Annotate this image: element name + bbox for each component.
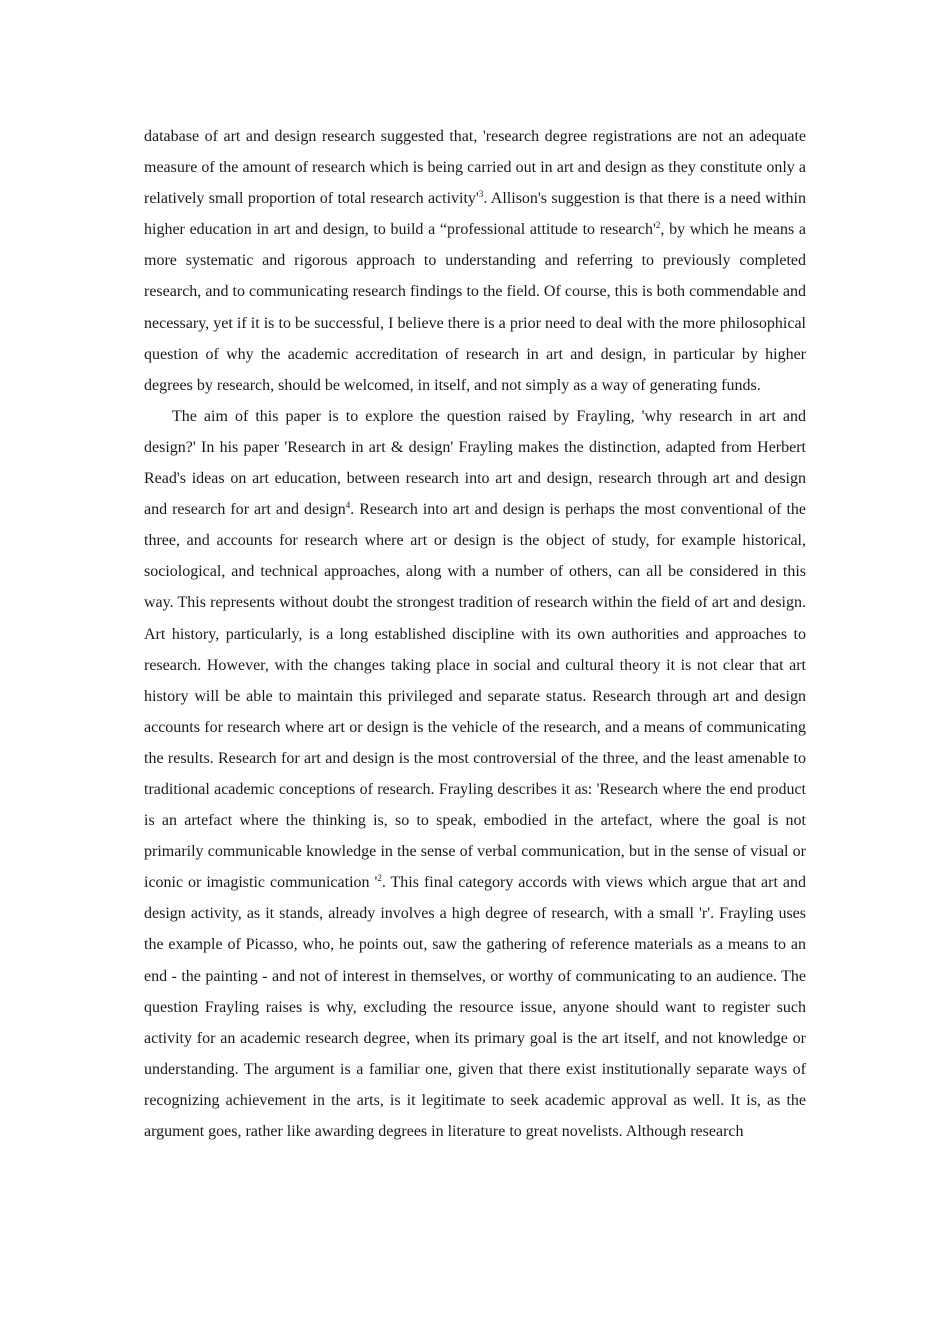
text-run: . Research into art and design is perhaps the most conventional of the three, and accounts for research where art or design is the object of study, for example historical, sociological, and technical approaches, along with a number of others, can all be considered in this way. This represents without doubt the strongest tradition of research within the field of art and design. Art history, particularly, is a long established discipline with its own authorities and approaches to research. However, with the changes taking place in social and cultural theory it is not clear that art history will be able to maintain this privileged and separate status. Research through art and design accounts for research where art or design is the vehicle of the research, and a means of communicating the results. Research for art and design is the most controversial of the three, and the least amenable to traditional academic conceptions of research. Frayling describes it as: 'Research where the end product is an artefact where the thinking is, so to speak, embodied in the artefact, where the goal is not primarily communicable knowledge in the sense of verbal communication, but in the sense of visual or iconic or imagistic communication ' [144,501,807,892]
footnote-ref-4: 4 [345,500,351,511]
text-run: The aim of this paper is to explore the question raised by Frayling, 'why research in art and design?' In his paper 'Research in art & design' Frayling makes the distinction, adapted from Herbert Read's ideas on art education, between research into art and design, research through art and design and research for art and design [144,407,806,519]
text-run: , by which he means a more systematic and rigorous approach to understanding and referring to previously completed research, and to communicating research findings to the field. Of course, this is both commendable and necessary, yet if it is to be successful, I believe there is a prior need to deal with the more philosophical question of why the academic accreditation of research in art and design, in particular by higher degrees by research, should be welcomed, in itself, and not simply as a way of generating funds. [144,221,806,394]
paragraph-2 [144,401,806,1147]
body-text [144,121,806,1147]
text-run: database of art and design research suggested that, 'research degree registrations are not an adequate measure of the amount of research which is being carried out in art and design as they constitute only a relatively small proportion of total research activity' [144,128,806,208]
footnote-ref-2: 2 [377,873,382,884]
footnote-ref-3: 3 [478,189,484,200]
paragraph-1 [144,121,806,401]
text-run: . Allison's suggestion is that there is a need within higher education in art and design, to build a “professional attitude to research' [144,190,807,239]
footnote-ref-2: 2 [655,220,661,231]
text-run: . This final category accords with views which argue that art and design activity, as it stands, already involves a high degree of research, with a small 'r'. Frayling uses the example of Picasso, who, he points out, saw the gathering of reference materials as a means to an end - the painting - and not of interest in themselves, or worthy of communicating to an audience. The question Frayling raises is why, excluding the resource issue, anyone should want to register such activity for an academic research degree, when its primary goal is the art itself, and not knowledge or understanding. The argument is a familiar one, given that there exist institutionally separate ways of recognizing achievement in the arts, is it legitimate to seek academic approval as well. It is, as the argument goes, rather like awarding degrees in literature to great novelists. Although research [144,874,806,1140]
